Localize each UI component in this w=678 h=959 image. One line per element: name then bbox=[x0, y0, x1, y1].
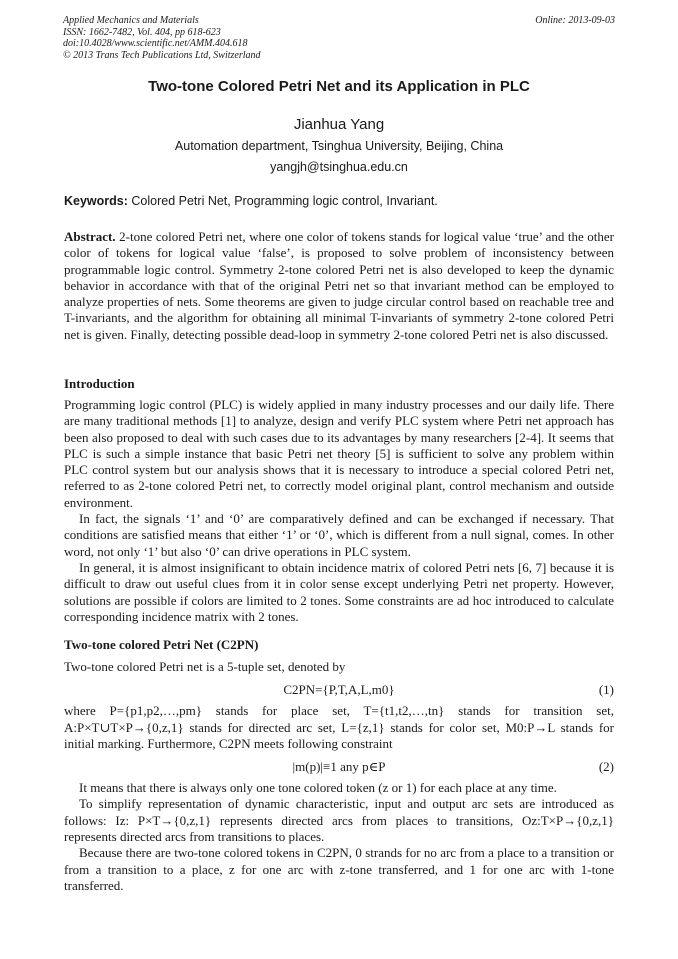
author-affiliation: Automation department, Tsinghua University, Beijing, China bbox=[174, 139, 504, 153]
equation-2 bbox=[64, 756, 614, 777]
keywords-label: Keywords: bbox=[64, 194, 128, 208]
abstract-label: Abstract. bbox=[64, 229, 116, 244]
c2pn-body bbox=[64, 659, 614, 894]
equation-1-number: (1) bbox=[598, 682, 614, 698]
copyright-line: © 2013 Trans Tech Publications Ltd, Switzerland bbox=[63, 49, 261, 61]
equation-2-text: |m(p)|≡1 any p∈P bbox=[292, 759, 386, 775]
issn-line: ISSN: 1662-7482, Vol. 404, pp 618-623 bbox=[63, 26, 221, 38]
c2pn-paragraph-1: It means that there is always only one tone colored token (z or 1) for each place at any time. bbox=[79, 780, 557, 796]
journal-name: Applied Mechanics and Materials bbox=[63, 15, 199, 26]
keywords-text: Colored Petri Net, Programming logic control, Invariant. bbox=[131, 194, 438, 208]
intro-paragraph-3: In general, it is almost insignificant to obtain incidence matrix of colored Petri nets [6, 7] because it is difficult to draw out useful clues from it in color sense except underlying Petri net property. However, solutions are possible if colors are limited to 2 tones. Some constraints are ad hoc introduced to calculate corresponding incidence matrix with 2 tones. bbox=[64, 559, 614, 624]
equation-1 bbox=[64, 679, 614, 700]
paper-author: Jianhua Yang bbox=[293, 116, 385, 133]
author-email[interactable]: yangjh@tsinghua.edu.cn bbox=[270, 160, 408, 174]
abstract-text: 2-tone colored Petri net, where one color of tokens stands for logical value ‘true’ and the other color of tokens for logical value ‘false’, is proposed to solve problem of inconsistency between programmable logic control. Symmetry 2-tone colored Petri net is also developed to keep the dynamic behavior in accordance with that of the original Petri net so that invariant method can be employed to analyze properties of nets. Some theorems are given to judge circular control based on reachable tree and T-invariants, and the algorithm for obtaining all minimal T-invariants of symmetry 2-tone colored Petri net is given. Finally, detecting possible dead-loop in symmetry 2-tone colored Petri net is also discussed. bbox=[64, 229, 614, 342]
c2pn-paragraph-3: Because there are two-tone colored tokens in C2PN, 0 strands for no arc from a place to a transition or from a transition to a place, z for one arc with z-tone transferred, and 1 for one arc with 1-tone transferred. bbox=[64, 845, 614, 893]
intro-paragraph-2: In fact, the signals ‘1’ and ‘0’ are comparatively defined and can be exchanged if necessary. That conditions are satisfied means that either ‘1’ or ‘0’, which is different from a null signal, comes. In other word, not only ‘1’ but also ‘0’ can drive operations in PLC system. bbox=[64, 511, 614, 559]
equation-1-text: C2PN={P,T,A,L,m0} bbox=[283, 682, 395, 698]
doi-line[interactable]: doi:10.4028/www.scientific.net/AMM.404.618 bbox=[63, 38, 248, 49]
online-date: Online: 2013-09-03 bbox=[535, 15, 615, 26]
c2pn-where: where P={p1,p2,…,pm} stands for place set, T={t1,t2,…,tn} stands for transition set, A:P×T∪T×P→{0,z,1} stands for directed arc set, L={z,1} stands for color set, M0:P→L stands for initial marking. Furthermore, C2PN meets following constraint bbox=[64, 703, 614, 751]
c2pn-heading: Two-tone colored Petri Net (C2PN) bbox=[64, 637, 259, 652]
paper-title: Two-tone Colored Petri Net and its Application in PLC bbox=[148, 78, 530, 95]
introduction-heading: Introduction bbox=[64, 376, 135, 391]
c2pn-paragraph-2: To simplify representation of dynamic characteristic, input and output arc sets are introduced as follows: Iz: P×T→{0,z,1} represents directed arcs from places to transitions, Oz:T×P→{0,z,1} represents directed arcs from transitions to places. bbox=[64, 796, 614, 845]
introduction-body bbox=[64, 397, 614, 625]
equation-2-number: (2) bbox=[598, 759, 614, 775]
keywords bbox=[64, 194, 614, 208]
c2pn-intro: Two-tone colored Petri net is a 5-tuple set, denoted by bbox=[64, 659, 346, 674]
intro-paragraph-1: Programming logic control (PLC) is widely applied in many industry processes and our daily life. There are many traditional methods [1] to analyze, design and verify PLC system where Petri net approach has been also proposed to deal with such cases due to its advantages by many researchers [2-4]. It seems that PLC is such a simple instance that basic Petri net theory [5] is sufficient to solve any problem within PLC control system but our analysis shows that it is necessary to introduce a special colored Petri net, referred to as 2-tone colored Petri net, to correctly model original plant, control mechanism and outside environment. bbox=[64, 397, 614, 510]
journal-header bbox=[63, 15, 615, 61]
abstract bbox=[64, 229, 614, 343]
